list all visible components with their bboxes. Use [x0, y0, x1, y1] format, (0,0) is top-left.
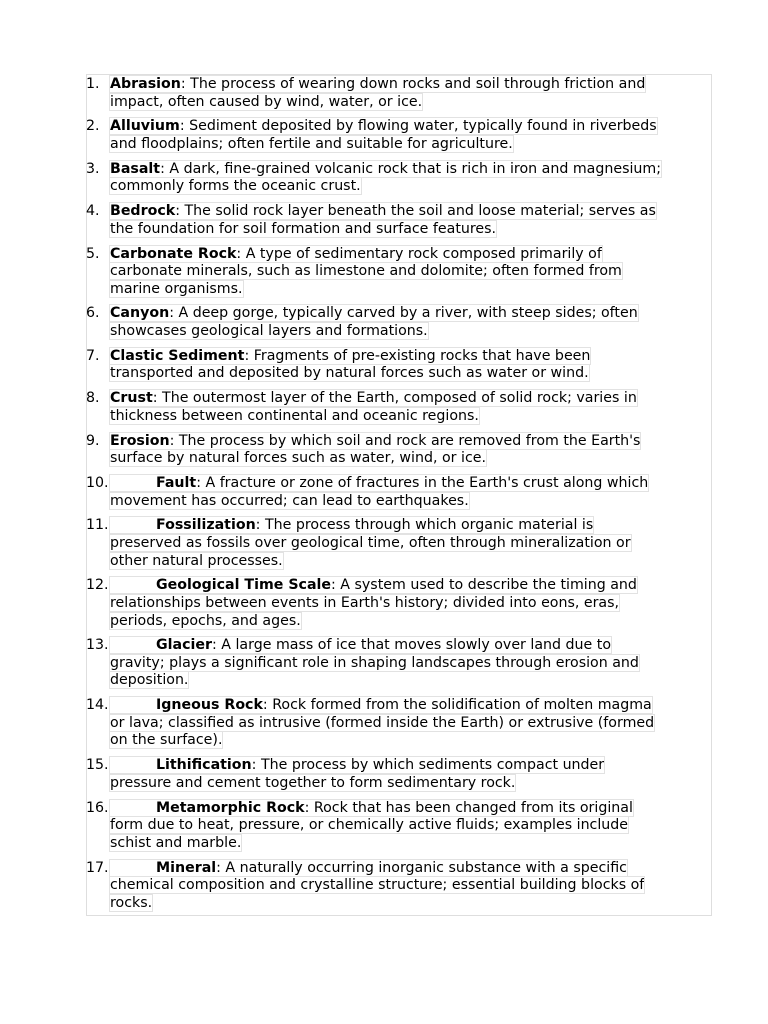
entry-definition: : Rock that has been changed from its original — [304, 799, 633, 816]
entry-line — [110, 203, 716, 221]
glossary-entry — [86, 475, 716, 510]
entry-definition: gravity; plays a significant role in shaping landscapes through erosion and — [110, 654, 639, 671]
entry-line-text — [110, 553, 283, 569]
entry-line-text — [110, 877, 644, 893]
entry-line — [110, 263, 716, 281]
entry-definition: relationships between events in Earth's history; divided into eons, eras, — [110, 594, 620, 611]
entry-definition: transported and deposited by natural forces such as water or wind. — [110, 365, 589, 382]
entry-definition: other natural processes. — [110, 552, 283, 569]
glossary-entry — [86, 390, 716, 425]
entry-line-text — [110, 263, 622, 279]
entry-line-text — [110, 305, 638, 321]
entry-line-text — [110, 348, 590, 364]
entry-line-text — [110, 697, 652, 713]
entry-term: Canyon — [110, 305, 170, 322]
entry-line — [110, 390, 716, 408]
glossary-entry — [86, 305, 716, 340]
entry-number: 13. — [86, 637, 109, 654]
entry-line-text — [110, 161, 661, 177]
entry-definition: : A type of sedimentary rock composed primarily of — [236, 245, 602, 262]
entry-line — [110, 715, 716, 733]
entry-line — [110, 76, 716, 94]
entry-number: 14. — [86, 697, 109, 714]
entry-line — [110, 577, 716, 595]
entry-line-text — [110, 800, 633, 816]
entry-line — [110, 178, 716, 196]
entry-term: Geological Time Scale — [156, 577, 332, 594]
entry-definition: : The outermost layer of the Earth, composed of solid rock; varies in — [152, 390, 637, 407]
entry-number: 11. — [86, 517, 109, 534]
entry-line-text — [110, 715, 654, 731]
entry-number: 16. — [86, 799, 109, 816]
glossary-entry — [86, 697, 716, 750]
entry-line-text — [110, 323, 428, 339]
entry-line-text — [110, 817, 628, 833]
entry-number: 15. — [86, 757, 109, 774]
entry-number: 2. — [86, 118, 100, 135]
entry-definition: : A naturally occurring inorganic substance with a specific — [216, 859, 627, 876]
entry-term: Lithification — [156, 757, 252, 774]
glossary-entry — [86, 76, 716, 111]
entry-definition: : Rock formed from the solidification of molten magma — [262, 697, 652, 714]
entry-term: Fossilization — [156, 517, 256, 534]
entry-line-text — [110, 178, 361, 194]
glossary-entry — [86, 637, 716, 690]
entry-number: 9. — [86, 432, 100, 449]
entry-term: Mineral — [156, 859, 217, 876]
entry-line — [110, 517, 716, 535]
entry-line — [110, 535, 716, 553]
entry-line — [110, 637, 716, 655]
entry-definition: chemical composition and crystalline structure; essential building blocks of — [110, 877, 645, 894]
entry-definition: showcases geological layers and formations. — [110, 323, 428, 340]
entry-line — [110, 757, 716, 775]
entry-line — [110, 281, 716, 299]
entry-number: 4. — [86, 203, 100, 220]
entry-definition: : A deep gorge, typically carved by a river, with steep sides; often — [169, 305, 638, 322]
glossary-entry — [86, 757, 716, 792]
entry-definition: : The solid rock layer beneath the soil and loose material; serves as — [175, 203, 656, 220]
entry-definition: thickness between continental and oceanic regions. — [110, 407, 479, 424]
entry-line-text — [110, 365, 589, 381]
entry-line — [110, 877, 716, 895]
entry-line — [110, 655, 716, 673]
entry-line — [110, 408, 716, 426]
entry-line — [110, 732, 716, 750]
entry-number: 7. — [86, 347, 100, 364]
entry-number: 12. — [86, 577, 109, 594]
entry-definition: : A system used to describe the timing and — [331, 577, 637, 594]
entry-line — [110, 433, 716, 451]
entry-definition: the foundation for soil formation and surface features. — [110, 220, 497, 237]
entry-line-text — [110, 493, 469, 509]
glossary-entry — [86, 577, 716, 630]
glossary-list — [86, 76, 716, 920]
entry-number: 6. — [86, 305, 100, 322]
entry-line-text — [110, 94, 422, 110]
entry-line-text — [110, 475, 648, 491]
entry-definition: movement has occurred; can lead to earthquakes. — [110, 492, 469, 509]
glossary-entry — [86, 800, 716, 853]
glossary-entry — [86, 118, 716, 153]
entry-line — [110, 246, 716, 264]
entry-line — [110, 221, 716, 239]
glossary-entry — [86, 517, 716, 570]
entry-line — [110, 136, 716, 154]
entry-definition: : The process by which sediments compact under — [251, 757, 605, 774]
entry-term: Carbonate Rock — [110, 245, 237, 262]
entry-number: 1. — [86, 76, 100, 92]
glossary-entry — [86, 161, 716, 196]
entry-line — [110, 860, 716, 878]
entry-number: 5. — [86, 245, 100, 262]
entry-definition: commonly forms the oceanic crust. — [110, 178, 361, 195]
entry-line — [110, 493, 716, 511]
entry-definition: rocks. — [110, 894, 153, 911]
entry-line — [110, 365, 716, 383]
entry-line — [110, 323, 716, 341]
entry-definition: : A fracture or zone of fractures in the Earth's crust along which — [196, 474, 649, 491]
entry-line — [110, 161, 716, 179]
entry-line-text — [110, 246, 602, 262]
entry-definition: and floodplains; often fertile and suitable for agriculture. — [110, 135, 513, 152]
glossary-entry — [86, 860, 716, 913]
entry-definition: : Fragments of pre-existing rocks that have been — [244, 347, 591, 364]
entry-line-text — [110, 118, 657, 134]
entry-line — [110, 475, 716, 493]
entry-definition: : Sediment deposited by flowing water, typically found in riverbeds — [179, 118, 657, 135]
entry-line-text — [110, 390, 637, 406]
entry-definition: marine organisms. — [110, 280, 243, 297]
entry-definition: impact, often caused by wind, water, or ice. — [110, 93, 423, 110]
entry-definition: : A large mass of ice that moves slowly over land due to — [211, 637, 612, 654]
entry-line-text — [110, 595, 619, 611]
entry-number: 10. — [86, 474, 109, 491]
entry-definition: periods, epochs, and ages. — [110, 612, 301, 629]
entry-line-text — [110, 450, 486, 466]
glossary-entry — [86, 203, 716, 238]
entry-line — [110, 118, 716, 136]
entry-definition: : A dark, fine-grained volcanic rock that is rich in iron and magnesium; — [160, 160, 662, 177]
entry-term: Basalt — [110, 160, 161, 177]
entry-definition: preserved as fossils over geological time, often through mineralization or — [110, 534, 631, 551]
entry-line-text — [110, 535, 631, 551]
glossary-entry — [86, 348, 716, 383]
entry-line — [110, 613, 716, 631]
entry-term: Abrasion — [110, 76, 181, 92]
entry-number: 17. — [86, 859, 109, 876]
entry-term: Glacier — [156, 637, 212, 654]
entry-line — [110, 895, 716, 913]
entry-line — [110, 800, 716, 818]
entry-definition: : The process through which organic material is — [255, 517, 594, 534]
entry-line — [110, 348, 716, 366]
entry-line-text — [110, 860, 627, 876]
entry-line-text — [110, 433, 640, 449]
entry-line — [110, 450, 716, 468]
entry-line-text — [110, 732, 222, 748]
entry-definition: surface by natural forces such as water, wind, or ice. — [110, 450, 486, 467]
entry-term: Metamorphic Rock — [156, 799, 305, 816]
entry-line-text — [110, 835, 241, 851]
entry-line-text — [110, 613, 301, 629]
entry-line — [110, 697, 716, 715]
entry-term: Fault — [156, 474, 197, 491]
entry-line — [110, 553, 716, 571]
glossary-entry — [86, 246, 716, 299]
entry-line-text — [110, 775, 515, 791]
entry-definition: or lava; classified as intrusive (formed inside the Earth) or extrusive (formed — [110, 714, 655, 731]
entry-line-text — [110, 757, 604, 773]
entry-definition: on the surface). — [110, 732, 223, 749]
entry-line — [110, 94, 716, 112]
entry-line-text — [110, 203, 656, 219]
entry-line-text — [110, 517, 593, 533]
entry-number: 3. — [86, 160, 100, 177]
entry-line — [110, 672, 716, 690]
entry-line-text — [110, 136, 513, 152]
entry-line — [110, 305, 716, 323]
entry-line-text — [110, 408, 479, 424]
entry-line — [110, 835, 716, 853]
entry-line-text — [110, 76, 645, 92]
entry-definition: form due to heat, pressure, or chemically active fluids; examples include — [110, 817, 629, 834]
entry-term: Erosion — [110, 432, 170, 449]
entry-term: Bedrock — [110, 203, 176, 220]
entry-line-text — [110, 895, 152, 911]
entry-line — [110, 817, 716, 835]
entry-line-text — [110, 637, 611, 653]
entry-line — [110, 775, 716, 793]
entry-definition: : The process by which soil and rock are removed from the Earth's — [169, 432, 641, 449]
entry-line-text — [110, 281, 243, 297]
entry-definition: carbonate minerals, such as limestone and dolomite; often formed from — [110, 263, 622, 280]
entry-definition: : The process of wearing down rocks and soil through friction and — [180, 76, 646, 92]
entry-definition: deposition. — [110, 672, 189, 689]
entry-term: Clastic Sediment — [110, 347, 245, 364]
entry-line-text — [110, 672, 188, 688]
entry-line — [110, 595, 716, 613]
entry-line-text — [110, 221, 496, 237]
entry-line-text — [110, 577, 637, 593]
entry-number: 8. — [86, 390, 100, 407]
entry-definition: pressure and cement together to form sedimentary rock. — [110, 774, 516, 791]
entry-definition: schist and marble. — [110, 834, 242, 851]
entry-term: Alluvium — [110, 118, 180, 135]
entry-term: Igneous Rock — [156, 697, 263, 714]
glossary-entry — [86, 433, 716, 468]
entry-line-text — [110, 655, 639, 671]
entry-term: Crust — [110, 390, 153, 407]
